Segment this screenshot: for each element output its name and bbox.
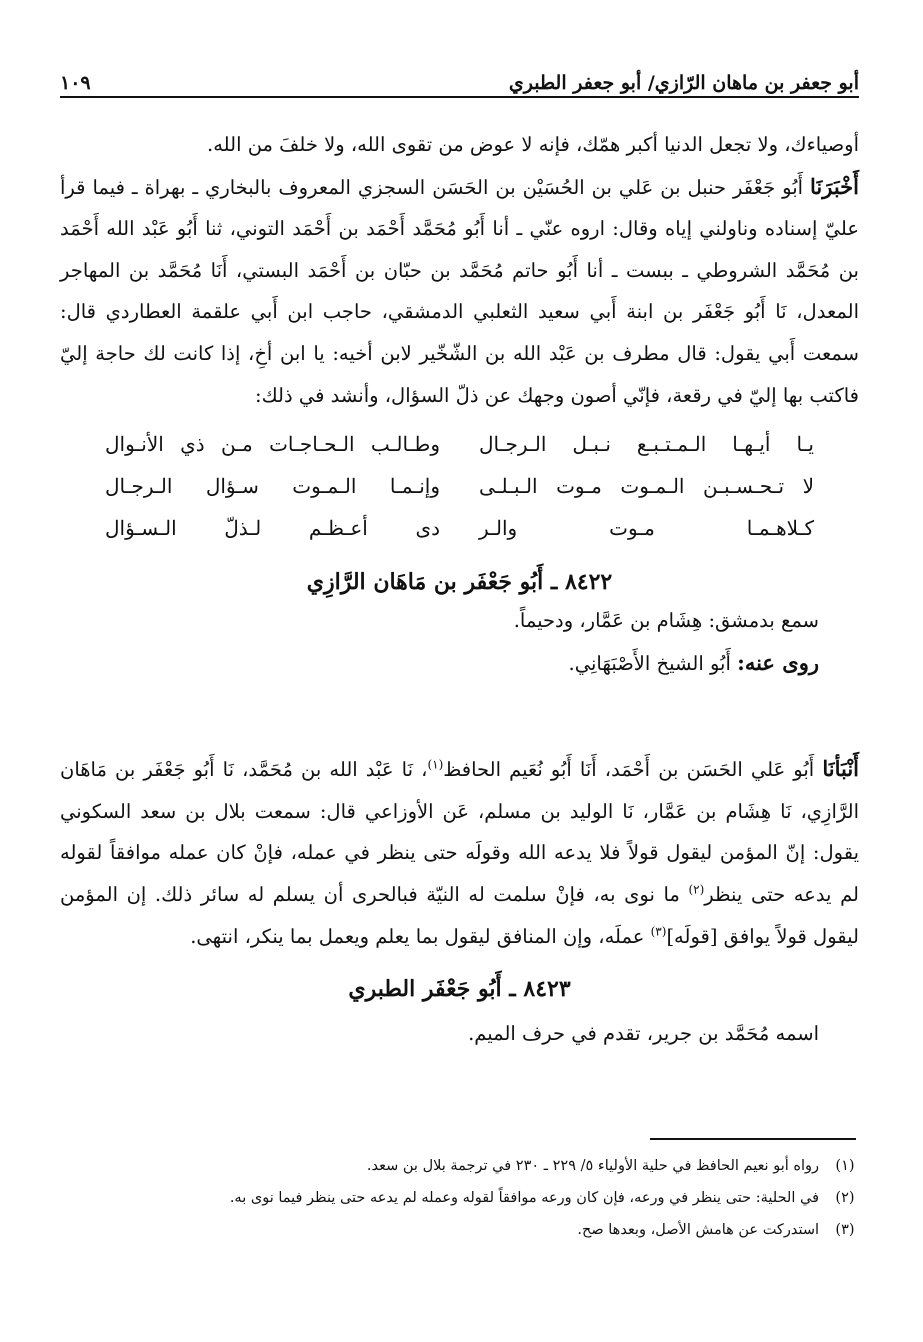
footnote-ref-1[interactable]: (١) [427, 757, 444, 772]
footnote-item [60, 1182, 859, 1214]
page-number: ١٠٩ [60, 72, 91, 94]
footnote-text: في الحلية: حتى ينظر في ورعه، فإن كان ورعه موافقاً لقوله وعمله لم يدعه حتى ينظر فيما نوى به. [229, 1190, 819, 1206]
entry-2-text: اسمه مُحَمَّد بن جرير، تقدم في حرف الميم. [468, 1021, 819, 1045]
isnad-text-2d: عملَه، وإن المنافق ليقول بما يعلم ويعمل بما ينكر، انتهى. [190, 924, 651, 948]
narrators-keyword: روى عنه: [737, 650, 819, 676]
isnad-text-2b: ، نَا عَبْد الله بن مُحَمَّد، نَا أَبُو جَعْفَر بن مَاهَان الرَّازِي، نَا هِشَام بن عَمَّار، نَا الوليد بن مسلم، عَن الأوزاعي قال: سمعت بلال بن سعد السكوني يقول: إنّ المؤمن ليقول قولاً فلا يدعه الله وقولَه حتى ينظر في عمله، فإنْ كان عمله موافقاً لقوله لم يدعه حتى ينظر [60, 758, 859, 906]
verse-second-half: وطـالـب الـحـاجـات مـن ذي الأنـوال [105, 432, 440, 457]
intro-line: أوصياءك، ولا تجعل الدنيا أكبر همّك، فإنه لا عوض من تقوى الله، ولا خلفَ من الله. [207, 133, 859, 156]
poem [60, 416, 859, 748]
verse-line [105, 508, 814, 550]
isnad-keyword-2: أَنْبَأنَا [822, 756, 860, 782]
footnote-ref-2[interactable]: (٢) [688, 882, 705, 897]
running-title: أبو جعفر بن ماهان الرّازي/ أبو جعفر الطبري [508, 72, 859, 94]
page-header [60, 58, 859, 94]
verse-line [105, 466, 814, 508]
entry-heading-8423: ٨٤٢٣ ـ أَبُو جَعْفَر الطبري [348, 976, 571, 1003]
verse-first-half: لا تـحـسـبـن الـمـوت مـوت الـبـلـى [479, 474, 814, 499]
entry-narrators [60, 642, 819, 685]
isnad-keyword-1: أَخْبَرَنَا [810, 173, 859, 199]
footnote-number: (١) [835, 1158, 855, 1174]
narrators-text: أَبُو الشيخ الأَصْبَهَانِي. [568, 652, 738, 676]
footnote-item [60, 1214, 859, 1246]
footnote-text: رواه أبو نعيم الحافظ في حلية الأولياء ٥/ ٢٢٩ ـ ٢٣٠ في ترجمة بلال بن سعد. [366, 1158, 819, 1174]
verse-first-half: يـا أيـهـا الـمـتـبـع نـبـل الـرجـال [479, 432, 814, 457]
isnad-text-2c: ما نوى به، فإنْ سلمت له النيّة فبالحرى أن يسلم له سائر ذلك. إن المؤمن ليقول قولاً يوافق [قولَه] [60, 882, 859, 948]
header-rule [60, 96, 859, 98]
verse-line [105, 424, 814, 466]
footnote-rule [650, 1138, 856, 1140]
verse-first-half: كـلاهـمـا مـوت والـر [479, 516, 814, 541]
isnad-text-1: أَبُو جَعْفَر حنبل بن عَلي بن الحُسَيْن بن الحَسَن السجزي المعروف بالبخاري ـ بهراة ـ فيما قرأ عليّ إسناده وناولني إياه وقال: اروه عنّي ـ أنا أَبُو مُحَمَّد أَحْمَد بن أَحْمَد التوني، ثنا أَبُو عَبْد الله أَحْمَد بن مُحَمَّد الشروطي ـ ببست ـ أنا أَبُو حاتم مُحَمَّد بن حبّان بن أَحْمَد البستي، أَنَا مُحَمَّد بن المهاجر المعدل، نَا أَبُو جَعْفَر بن ابنة أَبي سعيد الثعلبي الدمشقي، حاجب ابن أَبي علقمة العطاردي قال: سمعت أَبي يقول: قال مطرف بن عَبْد الله بن الشّخّير لابن أخيه: يا ابن أخِ، إذا كانت لك حاجة إليّ فاكتب بها إليّ في رقعة، فإنّي أصون وجهك عن ذلّ السؤال، وأنشد في ذلك: [60, 175, 859, 407]
footnote-ref-3[interactable]: (٣) [650, 924, 667, 939]
verse-second-half: دى أعـظـم لـذلّ الـسـؤال [105, 516, 440, 541]
isnad-paragraph-2 [60, 748, 859, 957]
entry-heard-from: سمع بدمشق: هِشَام بن عَمَّار، ودحيماً. [513, 609, 819, 633]
isnad-paragraph-1 [60, 166, 859, 417]
footnote-number: (٢) [835, 1190, 855, 1206]
isnad-text-2a: أَبُو عَلي الحَسَن بن أَحْمَد، أَنَا أَبُو نُعَيم الحافظ [443, 758, 823, 782]
footnote-number: (٣) [835, 1222, 855, 1238]
entry-heading-8422: ٨٤٢٢ ـ أَبُو جَعْفَر بن مَاهَان الرَّازِي [306, 569, 613, 596]
footnote-text: استدركت عن هامش الأصل، وبعدها صح. [577, 1222, 819, 1238]
main-text [60, 124, 859, 1054]
footnotes [60, 1150, 859, 1246]
footnote-item [60, 1150, 859, 1182]
verse-second-half: وإنـمـا الـمـوت سـؤال الـرجـال [105, 474, 440, 499]
